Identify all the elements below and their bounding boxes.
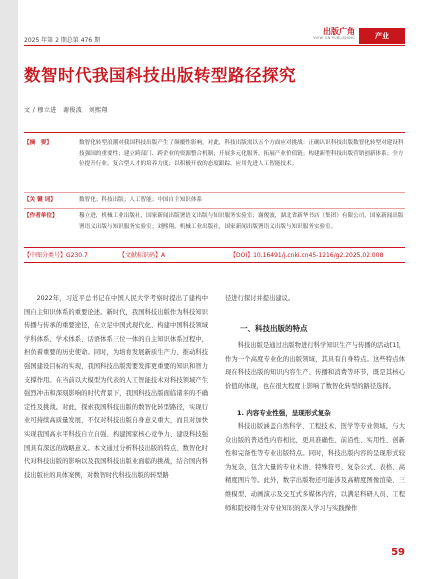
header-divider bbox=[24, 45, 405, 46]
author-unit-label: 【作者单位】 bbox=[24, 213, 58, 219]
intro-paragraph: 2022年，习近平总书记在中国人民大学考察时提出了建构中国自主知识体系的重要论述。新时代，我国科技出版作为科技知识传播与传承的重要途径，在立足中国式现代化、构建中国科技领域学科体系、学术体系、话语体系三位一体的自主知识体系过程中，担负着重要的历史使命。同时，为培育发展新质生产力、推动科技强国建设目标的实现，我国科技出版需要发挥更重要的知识和智力支撑作用。在当前以大模型为代表的人工智能技术对科技领域产生强烈冲击和深刻影响的时代背景下，我国科技出版面临诸多的不确定性及挑战。对此，探索我国科技出版的数智化转型路径，实现行业可持续高质量发展，不仅对科技出版自身意义重大，而且对加快实现我国高水平科技自立自强、构建国家核心竞争力、建设科技强国具有深远的战略意义。本文通过分析科技出版的特点、数智化时代对科技出版的影响以及我国科技出版业面临的挑战，结合国内科技出版社的具体案例，对数智时代科技出版的转型路 bbox=[24, 295, 208, 479]
section-paragraph: 科技出版是通过出版物进行科学知识生产与传播的活动[1]，作为一个高度专业化的出版领域，其具有自身特点。这些特点体现在科技出版的知识内容生产、传播和消费等环节，既是其核心价值的体现，也在很大程度上影响了数智化转型的路径选择。 bbox=[225, 342, 405, 390]
abstract-text: 数智化转型浪潮对我国科技出版产生了颠覆性影响。对此，科技出版需以五个方面应对挑战：正确认识科技出版数智化转型对建设科技强国的重要性；建立跨部门、跨企业的资源整合机制；开展多元化服务，拓展产业价值链；构建新型科技出版营销创新体系；全方位提升行业、复合型人才的培养力度；以积极开放的态度跟踪、应用先进人工智能技术。 bbox=[79, 140, 404, 167]
meta-rule-3 bbox=[24, 247, 405, 248]
author-unit-text: 穆立进，机械工业出版社，国家新闻出版署语义出版与知识服务实验室；谢俊波，湖北省新华书店（集团）有限公司，国家新闻出版署语义出版与知识服务实验室；刘熙翔，机械工业出版社，国家新闻出版署语义出版与知识服务实验室。 bbox=[79, 213, 404, 230]
intro-tail-text: 径进行探讨并提出建议。 bbox=[225, 295, 295, 302]
column-tag: 产业 bbox=[359, 28, 405, 44]
intro-tail bbox=[225, 292, 405, 306]
page-number: 59 bbox=[391, 547, 405, 558]
meta-bottom-rule bbox=[24, 262, 405, 263]
keywords-label: 【关 键 词】 bbox=[24, 197, 56, 203]
left-column bbox=[24, 292, 208, 482]
subsection-heading: 1. 内容专业性强，呈现形式复杂 bbox=[237, 409, 331, 417]
classification-row bbox=[24, 249, 405, 260]
author-unit-block bbox=[24, 211, 405, 245]
abstract-label: 【摘 要】 bbox=[24, 140, 52, 146]
meta-top-rule bbox=[24, 132, 405, 133]
journal-brand bbox=[313, 27, 355, 40]
section-heading: 一、科技出版的特点 bbox=[240, 324, 308, 333]
clc-number: 【中图分类号】G230.7 bbox=[24, 252, 88, 259]
keywords-text: 数智化；科技出版；人工智能；中国自主知识体系 bbox=[79, 197, 203, 203]
doi: 【DOI】10.16491/j.cnki.cn45-1216/g2.2025.02.008 bbox=[230, 252, 384, 259]
issue-info: 2025 年第 2 期总第 476 期 bbox=[24, 37, 101, 44]
subsection-body bbox=[225, 420, 405, 544]
abstract-block bbox=[24, 138, 405, 190]
meta-rule-2 bbox=[24, 208, 405, 209]
document-code: 【文献标识码】A bbox=[119, 252, 166, 259]
page-margin-bar bbox=[0, 0, 18, 579]
article-authors: 文 / 穆立进 谢俊波 刘熙翔 bbox=[24, 107, 108, 114]
subsection-paragraph: 科技出版涵盖自然科学、工程技术、医学等专业领域，与大众出版的普适性内容相比，更具准确性、前沿性、实用性、创新性和完备性等专业出版特点。同时，科技出版内容的呈现形式较为复杂，包含大量的专业术语、特殊符号、复杂公式、表格、高精度图片等。此外，数字出版物还可能涉及高精度图像渲染、三维模型、动画演示及交互式多媒体内容，以满足科研人员、工程师和院校师生对专业知识的深入学习与实践操作 bbox=[225, 423, 405, 512]
meta-rule-1 bbox=[24, 192, 405, 193]
article-title: 数智时代我国科技出版转型路径探究 bbox=[24, 66, 296, 85]
journal-subtitle: VIEW ON PUBLISHING bbox=[313, 36, 355, 40]
journal-title: 出版广角 bbox=[323, 27, 355, 36]
section-body bbox=[225, 339, 405, 393]
